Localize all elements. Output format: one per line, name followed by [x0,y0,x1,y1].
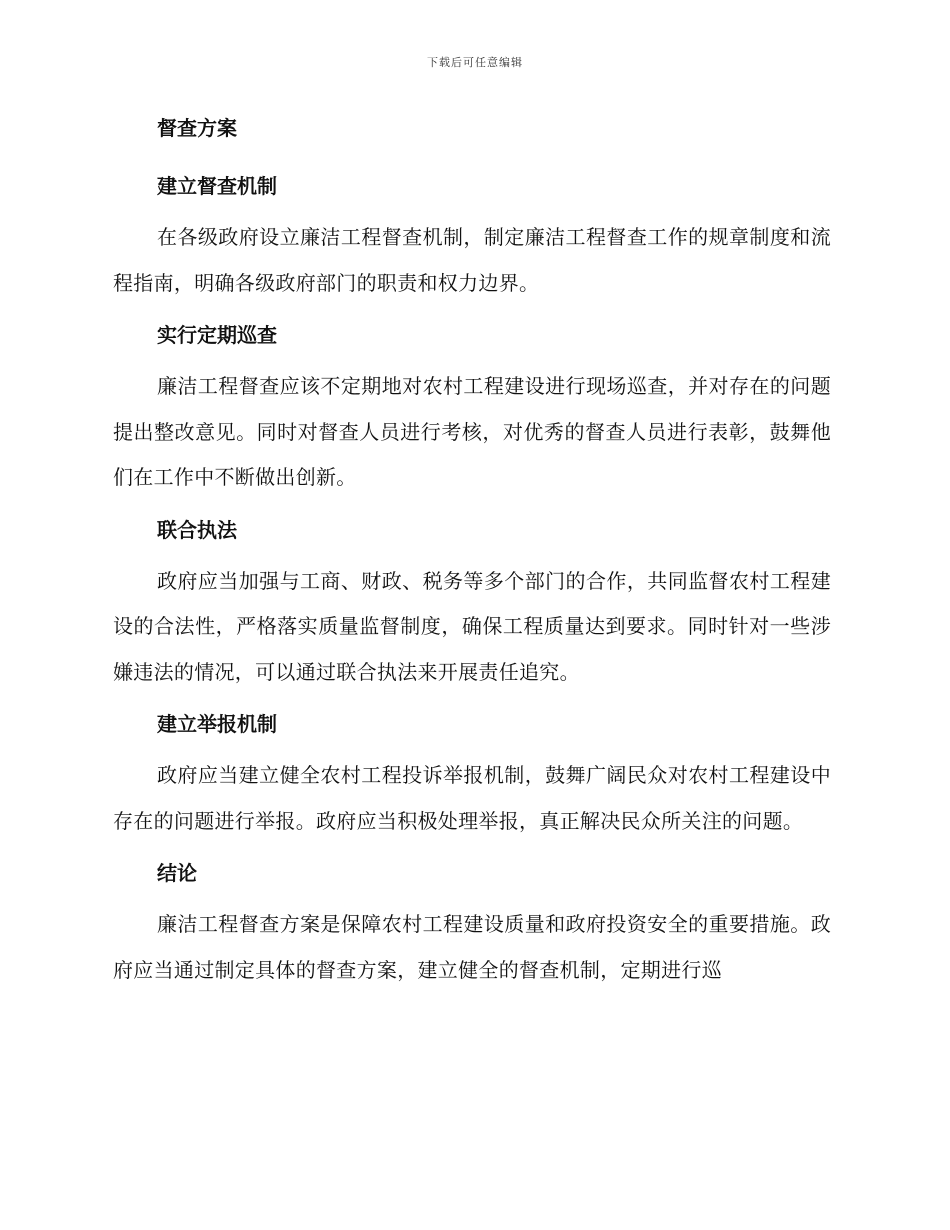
section-paragraph: 政府应当建立健全农村工程投诉举报机制，鼓舞广阔民众对农村工程建设中存在的问题进行举报。政府应当积极处理举报，真正解决民众所关注的问题。 [113,763,831,833]
section-heading: 实行定期巡查 [157,323,277,347]
header-note: 下载后可任意编辑 [427,56,523,69]
section-heading: 结论 [157,861,197,885]
section-heading: 建立举报机制 [157,712,277,736]
section-paragraph: 在各级政府设立廉洁工程督查机制，制定廉洁工程督查工作的规章制度和流程指南，明确各级政府部门的职责和权力边界。 [113,225,831,295]
section-heading: 联合执法 [157,517,237,542]
section-paragraph: 廉洁工程督查应该不定期地对农村工程建设进行现场巡查，并对存在的问题提出整改意见。同时对督查人员进行考核，对优秀的督查人员进行表彰，鼓舞他们在工作中不断做出创新。 [113,374,831,489]
section-paragraph: 政府应当加强与工商、财政、税务等多个部门的合作，共同监督农村工程建设的合法性，严格落实质量监督制度，确保工程质量达到要求。同时针对一些涉嫌违法的情况，可以通过联合执法来开展责任追究。 [113,568,831,684]
document-body [113,110,831,993]
document-title: 督查方案 [157,116,237,140]
section-heading: 建立督查机制 [157,174,277,198]
section-paragraph: 廉洁工程督查方案是保障农村工程建设质量和政府投资安全的重要措施。政府应当通过制定具体的督查方案，建立健全的督查机制，定期进行巡 [113,912,831,982]
